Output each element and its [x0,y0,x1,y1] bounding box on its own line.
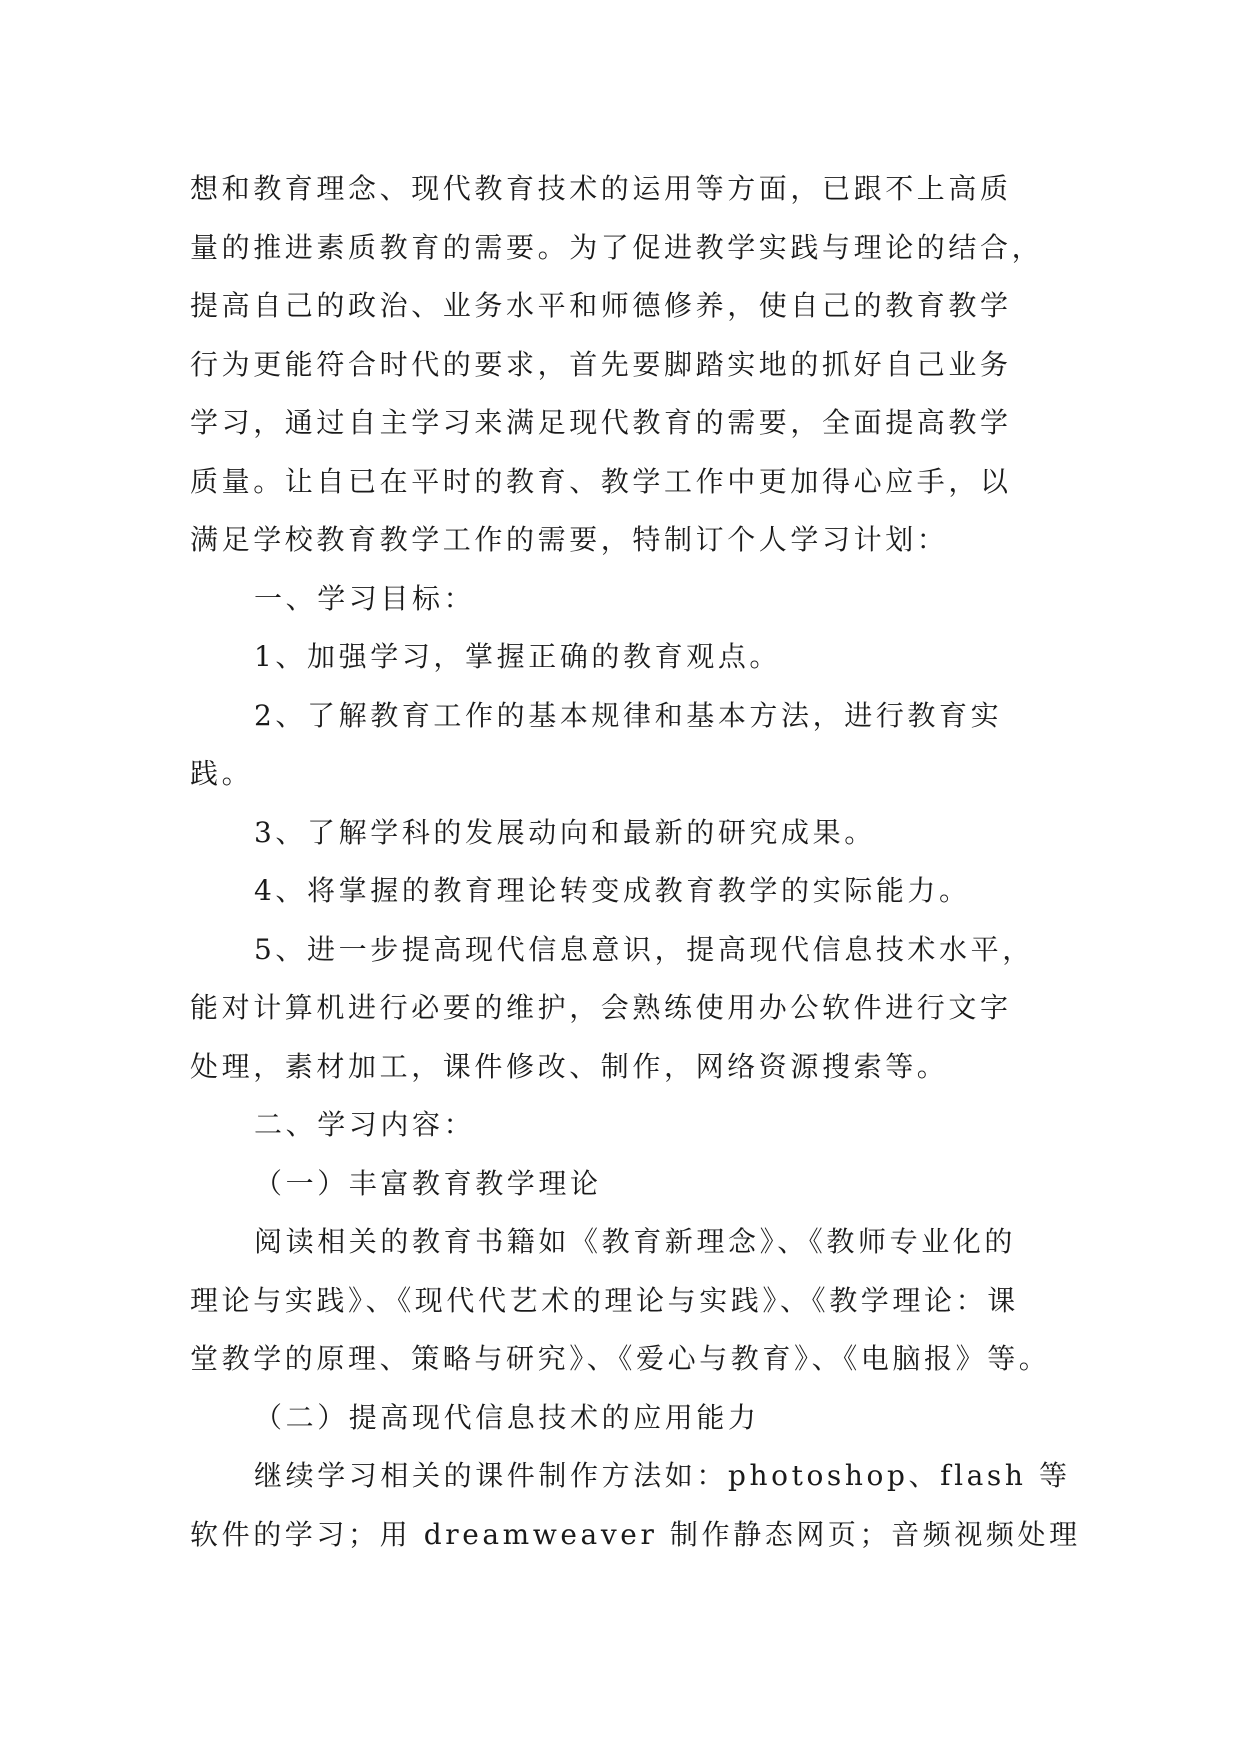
list-item: 5、进一步提高现代信息意识，提高现代信息技术水平， [254,932,1034,966]
text-line: 处理，素材加工，课件修改、制作，网络资源搜索等。 [190,1049,949,1083]
text-line: 提高自己的政治、业务水平和师德修养，使自己的教育教学 [190,289,1012,322]
document-body [190,160,1090,1564]
text-line: 想和教育理念、现代教育技术的运用等方面，已跟不上高质 [190,172,1012,205]
list-item: 3、了解学科的发展动向和最新的研究成果。 [254,815,876,849]
text-line: 践。 [190,757,254,790]
section-heading: 二、学习内容： [254,1108,476,1141]
list-item: 2、了解教育工作的基本规律和基本方法，进行教育实 [254,698,1003,732]
subsection-heading: （一）丰富教育教学理论 [254,1166,602,1200]
text-line: 行为更能符合时代的要求，首先要脚踏实地的抓好自己业务 [190,347,1012,381]
text-line: 理论与实践》、《现代代艺术的理论与实践》、《教学理论：课 [190,1283,1019,1317]
list-item: 4、将掌握的教育理论转变成教育教学的实际能力。 [254,874,971,907]
paragraph-line: 继续学习相关的课件制作方法如：photoshop、flash 等 [254,1459,1071,1492]
text-line: 学习，通过自主学习来满足现代教育的需要，全面提高教学 [190,406,1012,439]
text-line: 量的推进素质教育的需要。为了促进教学实践与理论的结合， [190,230,1044,264]
text-line: 满足学校教育教学工作的需要，特制订个人学习计划： [190,523,949,556]
text-line: 堂教学的原理、策略与研究》、《爱心与教育》、《电脑报》等。 [190,1342,1051,1375]
text-line: 质量。让自已在平时的教育、教学工作中更加得心应手，以 [190,464,1012,498]
section-heading: 一、学习目标： [254,581,476,615]
subsection-heading: （二）提高现代信息技术的应用能力 [254,1400,760,1434]
list-item: 1、加强学习，掌握正确的教育观点。 [254,640,782,673]
text-line: 软件的学习；用 dreamweaver 制作静态网页；音频视频处理 [190,1517,1081,1551]
text-line: 能对计算机进行必要的维护，会熟练使用办公软件进行文字 [190,991,1012,1024]
paragraph-line: 阅读相关的教育书籍如《教育新理念》、《教师专业化的 [254,1225,1017,1258]
